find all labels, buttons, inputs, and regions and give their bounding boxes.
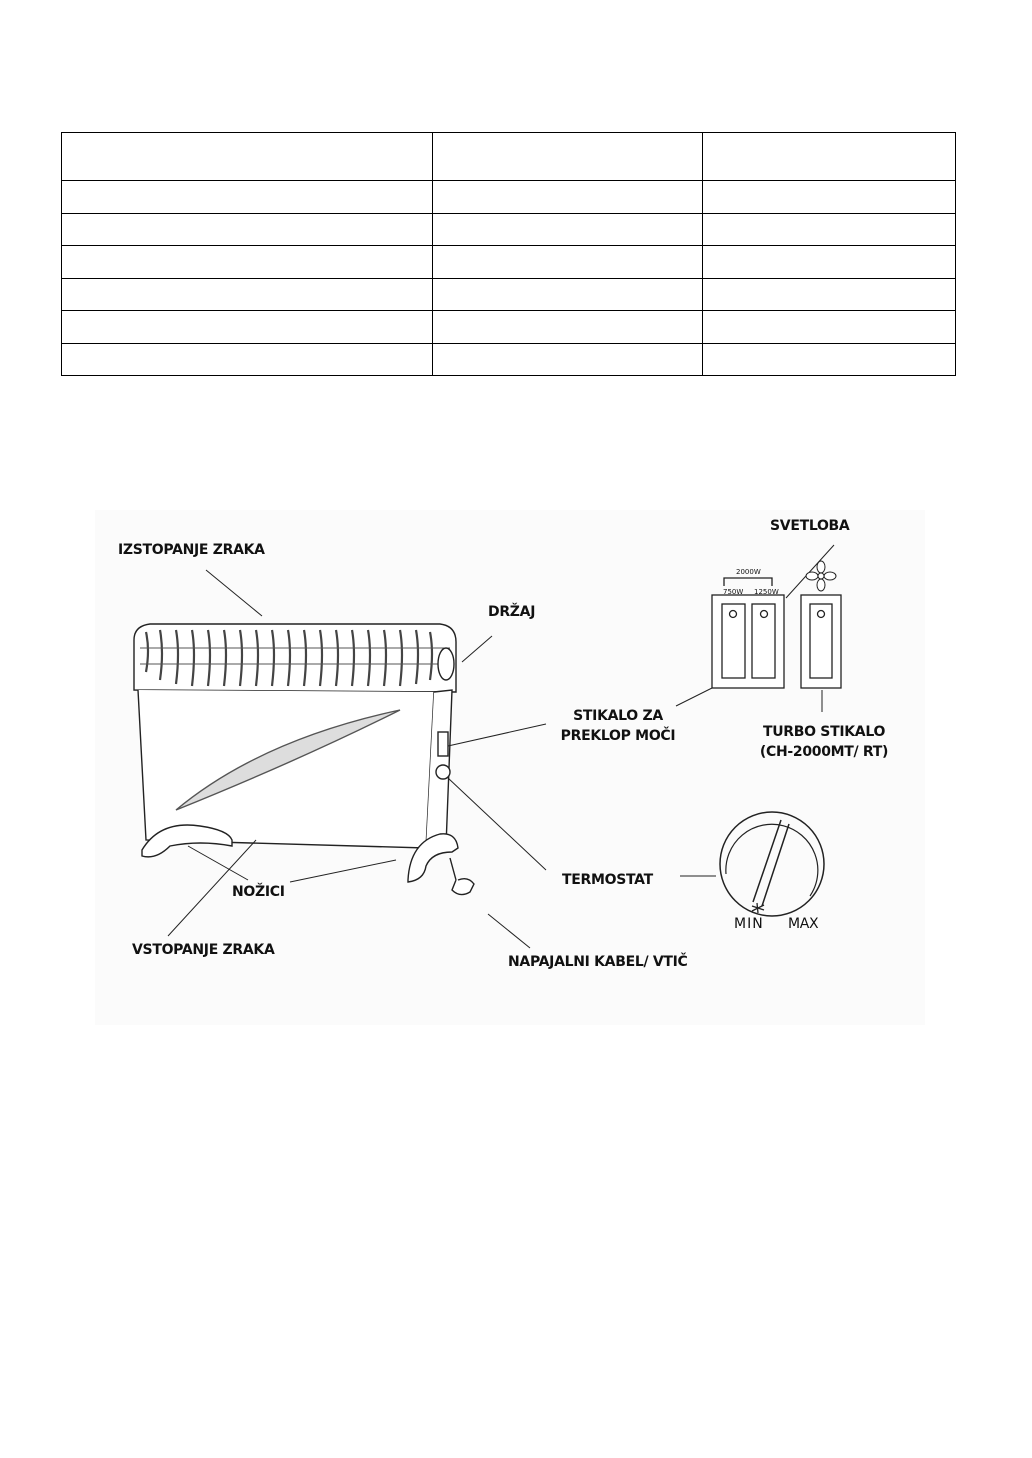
label-turbo-switch <box>752 722 896 762</box>
label-750w: 750W <box>723 588 744 596</box>
top-grille <box>134 624 456 692</box>
label-1250w: 1250W <box>754 588 779 596</box>
label-feet: NOŽICI <box>232 884 285 900</box>
side-switch-icon <box>438 732 448 756</box>
fan-icon <box>806 561 836 591</box>
label-turbo-switch-line1: TURBO STIKALO <box>762 724 886 740</box>
heater-illustration <box>134 624 474 895</box>
handle-icon <box>438 648 454 680</box>
label-air-in: VSTOPANJE ZRAKA <box>132 942 275 958</box>
label-handle: DRŽAJ <box>488 604 536 620</box>
label-power-switch-line2: PREKLOP MOČI <box>560 728 676 744</box>
indicator-light-icon <box>730 611 737 618</box>
label-2000w: 2000W <box>736 568 761 576</box>
side-knob-icon <box>436 765 450 779</box>
thermostat-dial <box>720 812 824 916</box>
label-power-cable: NAPAJALNI KABEL/ VTIČ <box>508 954 688 970</box>
plug-icon <box>450 858 474 895</box>
indicator-light-icon <box>818 611 825 618</box>
label-turbo-switch-line2: (CH-2000MT/ RT) <box>759 744 889 760</box>
label-power-switch <box>548 706 688 746</box>
label-air-out: IZSTOPANJE ZRAKA <box>118 542 265 558</box>
indicator-light-icon <box>761 611 768 618</box>
label-thermostat: TERMOSTAT <box>562 872 653 888</box>
label-min: MIN <box>734 916 764 932</box>
wattage-bracket <box>724 578 772 586</box>
label-max: MAX <box>788 916 819 932</box>
label-light: SVETLOBA <box>770 518 850 534</box>
label-power-switch-line1: STIKALO ZA <box>573 708 663 724</box>
